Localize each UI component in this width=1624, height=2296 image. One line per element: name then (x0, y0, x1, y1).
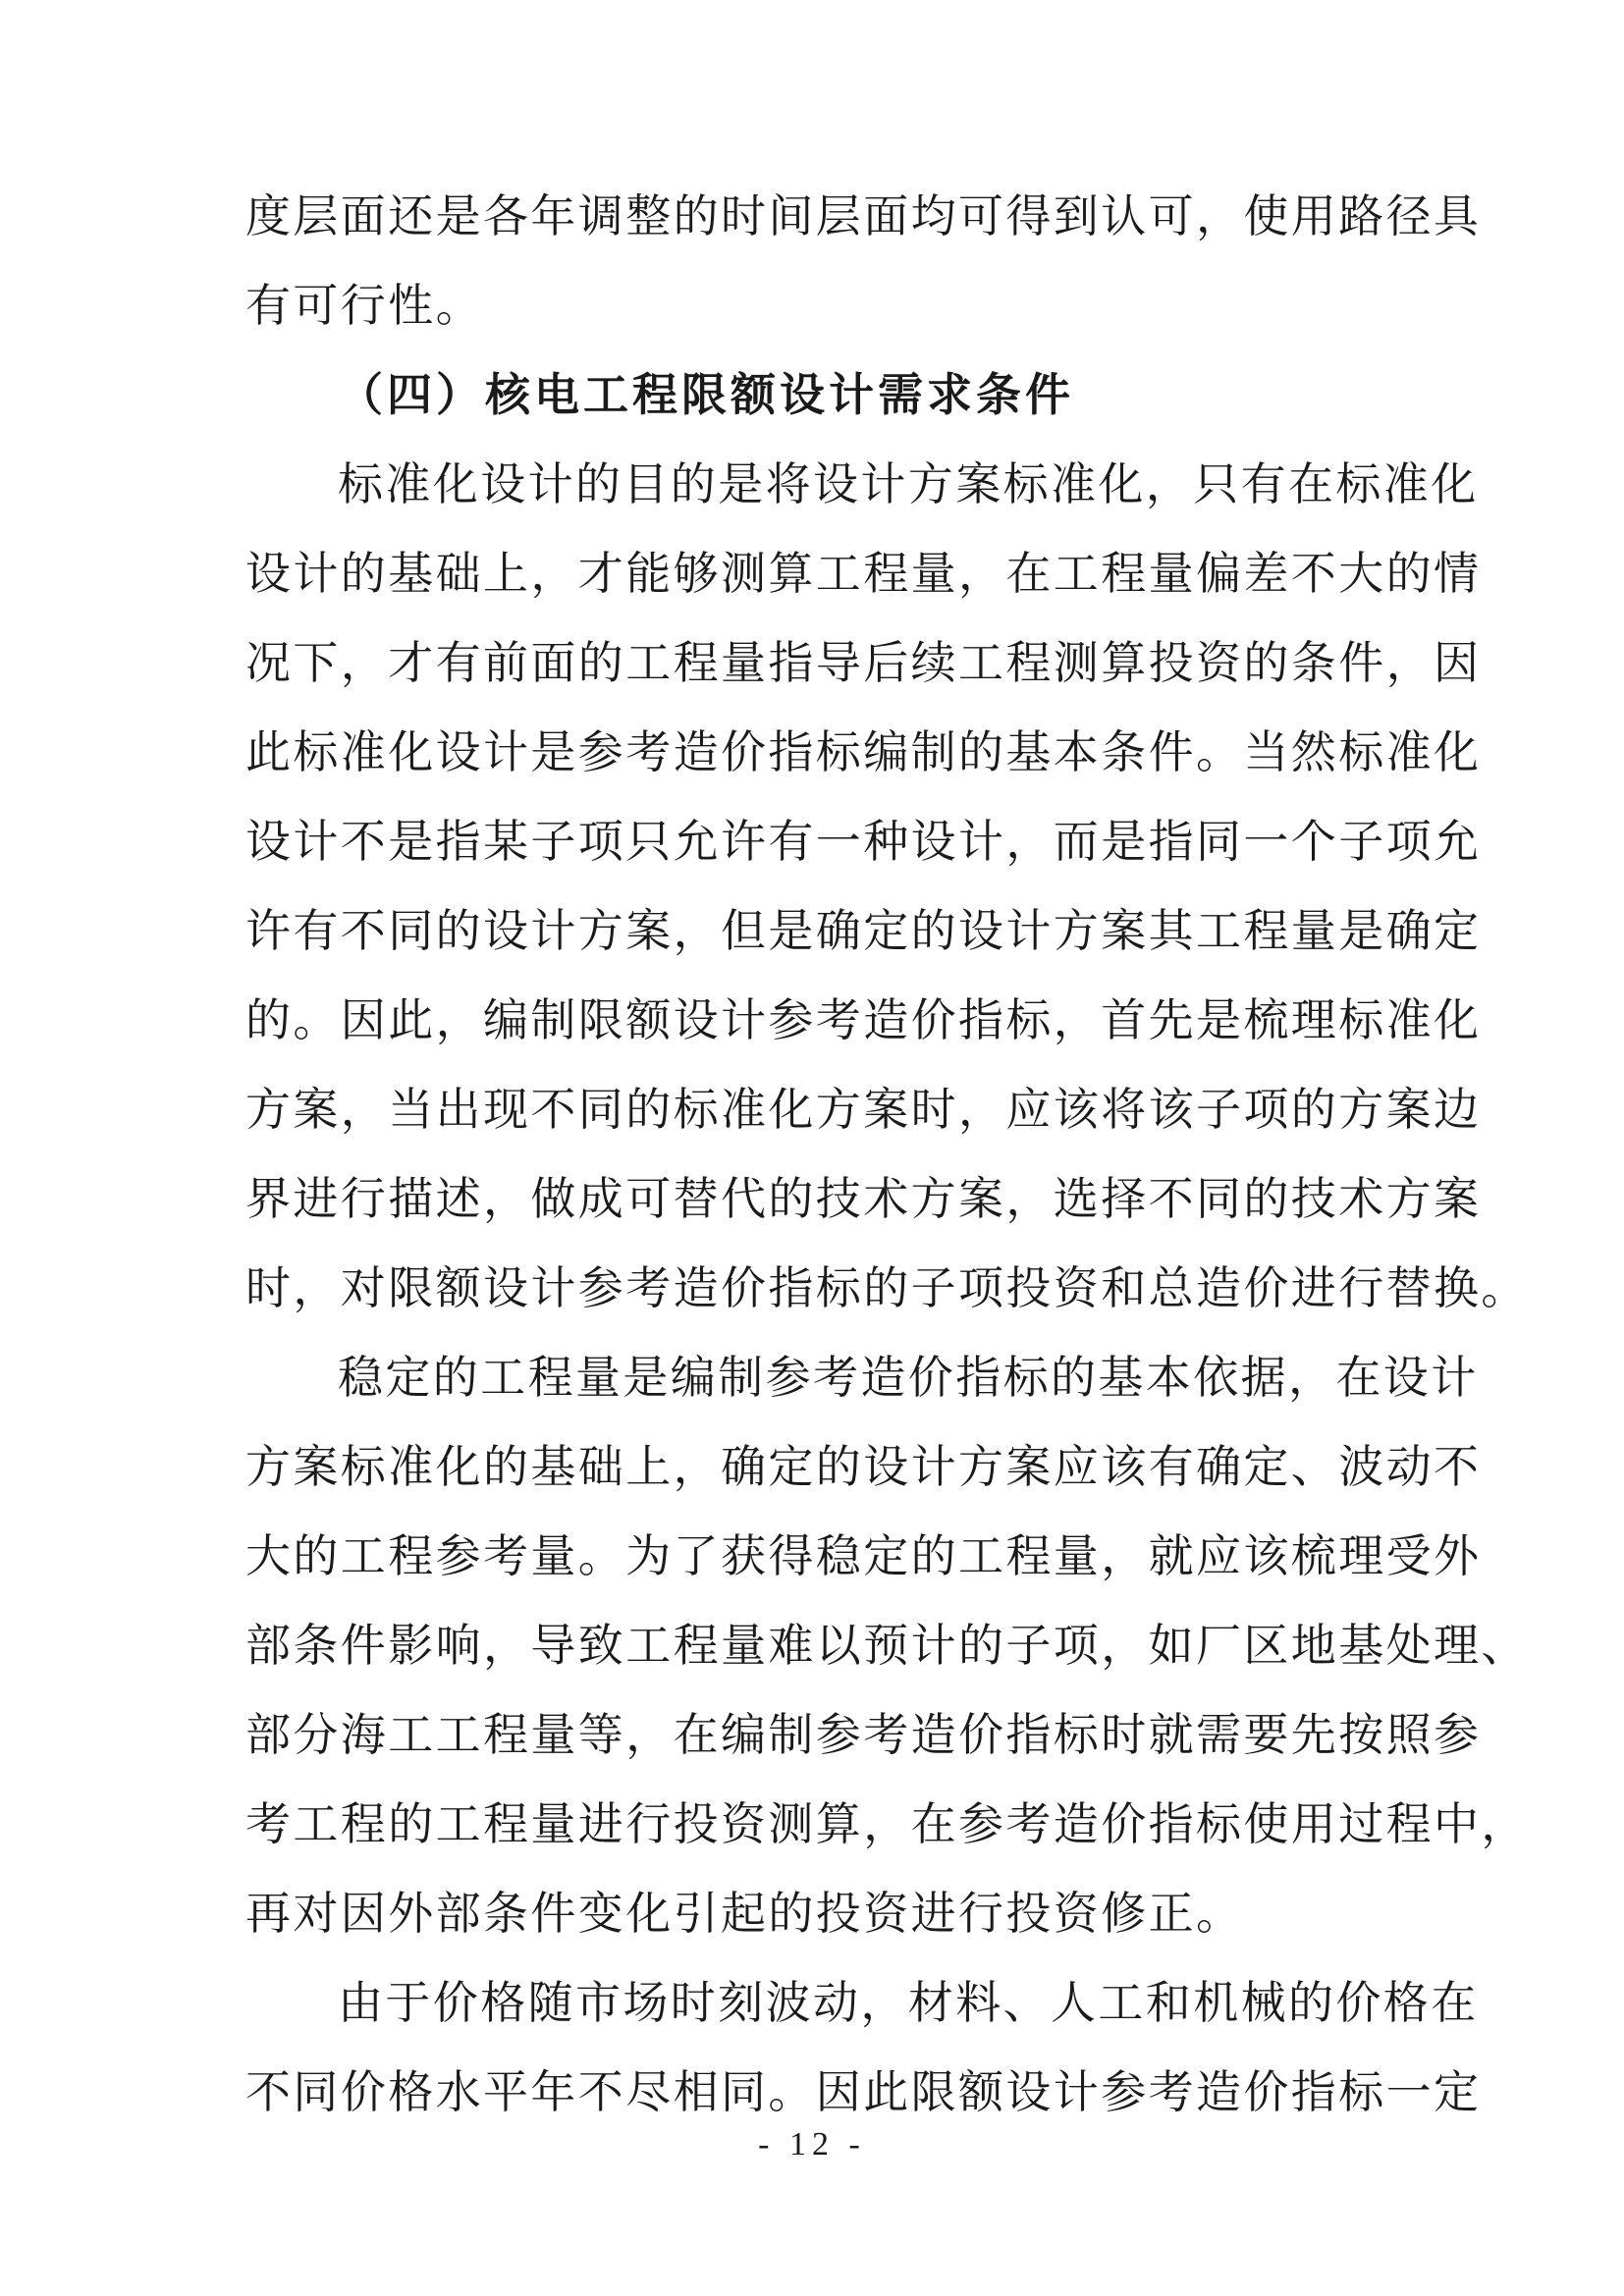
text-line: 况下，才有前面的工程量指导后续工程测算投资的条件，因 (245, 636, 1482, 689)
page-number: - 12 - (758, 2126, 866, 2163)
text-line: 的。因此，编制限额设计参考造价指标，首先是梳理标准化 (245, 993, 1482, 1046)
section-heading: （四）核电工程限额设计需求条件 (338, 368, 1074, 421)
text-line: 度层面还是各年调整的时间层面均可得到认可，使用路径具 (245, 189, 1482, 242)
text-line: 许有不同的设计方案，但是确定的设计方案其工程量是确定 (245, 904, 1482, 957)
text-line: 部分海工工程量等，在编制参考造价指标时就需要先按照参 (245, 1708, 1482, 1761)
text-line: 稳定的工程量是编制参考造价指标的基本依据，在设计 (338, 1351, 1479, 1404)
text-line: 设计不是指某子项只允许有一种设计，而是指同一个子项允 (245, 815, 1482, 868)
text-line: 不同价格水平年不尽相同。因此限额设计参考造价指标一定 (245, 2065, 1482, 2118)
text-line: 标准化设计的目的是将设计方案标准化，只有在标准化 (338, 457, 1479, 510)
text-line: 界进行描述，做成可替代的技术方案，选择不同的技术方案 (245, 1172, 1482, 1225)
text-line: 部条件影响，导致工程量难以预计的子项，如厂区地基处理、 (245, 1619, 1529, 1672)
text-line: 大的工程参考量。为了获得稳定的工程量，就应该梳理受外 (245, 1529, 1482, 1582)
text-line: 再对因外部条件变化引起的投资进行投资修正。 (245, 1887, 1244, 1940)
text-line: 设计的基础上，才能够测算工程量，在工程量偏差不大的情 (245, 547, 1482, 600)
text-line: 时，对限额设计参考造价指标的子项投资和总造价进行替换。 (245, 1261, 1529, 1314)
text-line: 有可行性。 (245, 279, 483, 332)
text-line: 考工程的工程量进行投资测算，在参考造价指标使用过程中， (245, 1797, 1529, 1850)
text-line: 此标准化设计是参考造价指标编制的基本条件。当然标准化 (245, 725, 1482, 778)
text-line: 由于价格随市场时刻波动，材料、人工和机械的价格在 (338, 1976, 1479, 2029)
text-line: 方案标准化的基础上，确定的设计方案应该有确定、波动不 (245, 1440, 1482, 1493)
text-line: 方案，当出现不同的标准化方案时，应该将该子项的方案边 (245, 1083, 1482, 1136)
